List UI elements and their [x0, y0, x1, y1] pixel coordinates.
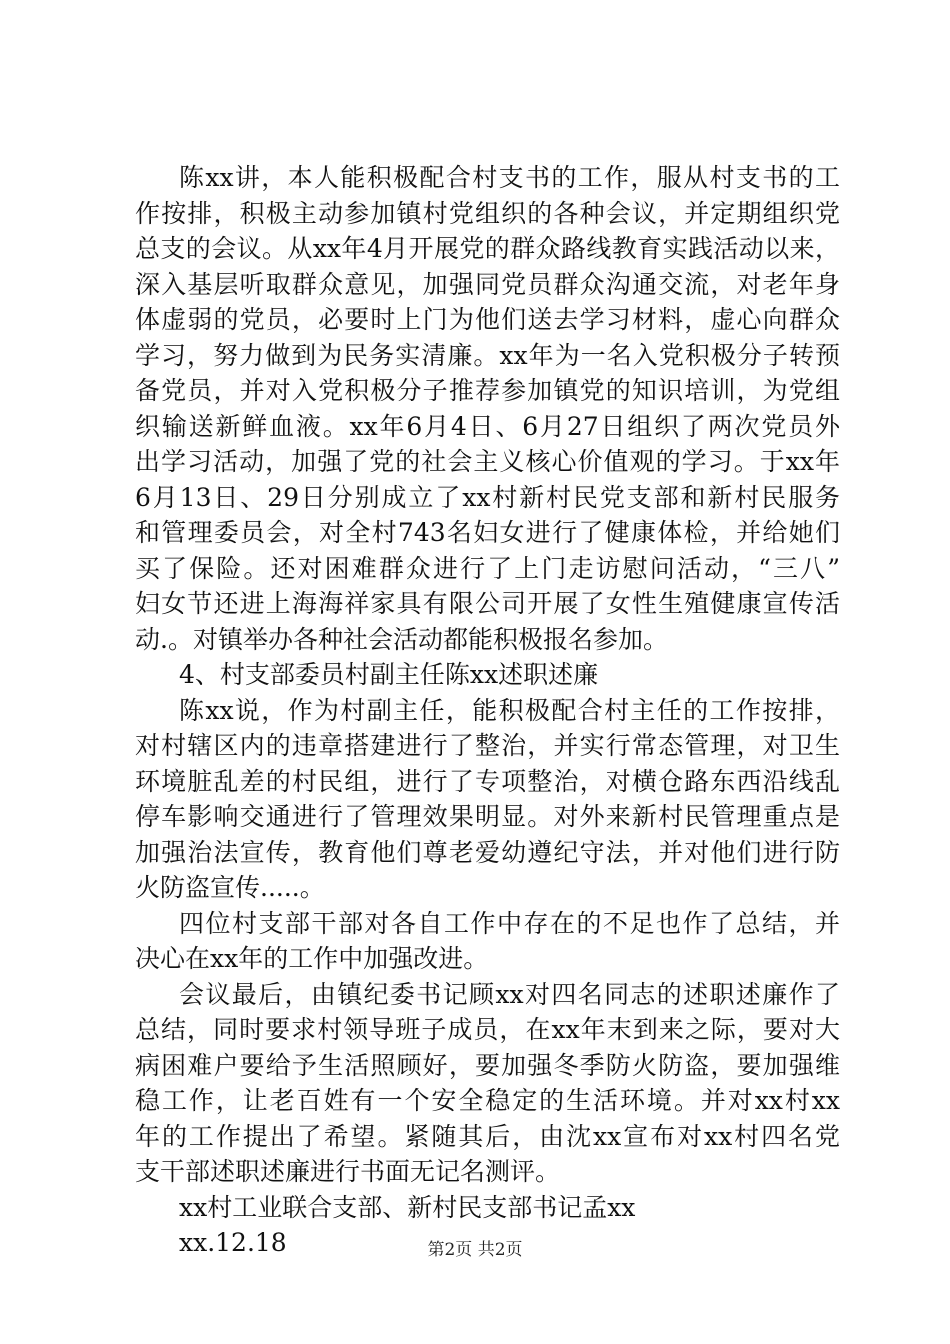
paragraph-line: 总支的会议。从xx年4月开展党的群众路线教育实践活动以来，: [135, 234, 840, 263]
paragraph-line: 四位村支部干部对各自工作中存在的不足也作了总结，并: [179, 908, 840, 938]
paragraph-line: 妇女节还进上海海祥家具有限公司开展了女性生殖健康宣传活: [135, 589, 840, 618]
paragraph-line: 出学习活动，加强了党的社会主义核心价值观的学习。于xx年: [135, 447, 840, 476]
paragraph-line: 病困难户要给予生活照顾好，要加强冬季防火防盗，要加强维: [135, 1050, 840, 1080]
paragraph-line: 作按排，积极主动参加镇村党组织的各种会议，并定期组织党: [135, 198, 840, 228]
paragraph-line: 动.。对镇举办各种社会活动都能积极报名参加。: [135, 624, 668, 654]
paragraph-line: 学习，努力做到为民务实清廉。xx年为一名入党积极分子转预: [135, 340, 840, 370]
paragraph-line: 支干部述职述廉进行书面无记名测评。: [135, 1157, 561, 1186]
paragraph-line: 织输送新鲜血液。xx年6月4日、6月27日组织了两次党员外: [135, 411, 840, 441]
signature-line: xx村工业联合支部、新村民支部书记孟xx: [179, 1192, 636, 1222]
paragraph-line: 加强治法宣传，教育他们尊老爱幼遵纪守法，并对他们进行防: [135, 837, 840, 867]
paragraph-line: 陈xx说，作为村副主任，能积极配合村主任的工作按排，: [179, 695, 840, 725]
paragraph-line: 深入基层听取群众意见，加强同党员群众沟通交流，对老年身: [135, 269, 840, 299]
paragraph-line: 会议最后，由镇纪委书记顾xx对四名同志的述职述廉作了: [179, 979, 840, 1009]
document-body: [135, 160, 840, 1261]
page-footer: 第2页 共2页: [427, 1240, 523, 1260]
paragraph-line: 总结，同时要求村领导班子成员，在xx年末到来之际，要对大: [135, 1015, 840, 1044]
paragraph-line: 6月13日、29日分别成立了xx村新村民党支部和新村民服务: [135, 482, 840, 512]
paragraph-line: 年的工作提出了希望。紧随其后，由沈xx宣布对xx村四名党: [135, 1121, 840, 1151]
paragraph-line: 体虚弱的党员，必要时上门为他们送去学习材料，虚心向群众: [135, 305, 840, 334]
paragraph-line: 陈xx讲，本人能积极配合村支书的工作，服从村支书的工: [179, 163, 840, 192]
paragraph-line: 备党员，并对入党积极分子推荐参加镇党的知识培训，为党组: [135, 376, 840, 405]
paragraph-line: 和管理委员会，对全村743名妇女进行了健康体检，并给她们: [135, 518, 840, 547]
paragraph-line: 停车影响交通进行了管理效果明显。对外来新村民管理重点是: [135, 802, 840, 831]
paragraph-line: 火防盗宣传.....。: [135, 873, 325, 902]
paragraph-line: 决心在xx年的工作中加强改进。: [135, 944, 489, 973]
paragraph-line: 买了保险。还对困难群众进行了上门走访慰问活动，“三八”: [135, 553, 840, 583]
section-heading: 4、村支部委员村副主任陈xx述职述廉: [179, 660, 599, 689]
paragraph-line: 环境脏乱差的村民组，进行了专项整治，对横仓路东西沿线乱: [135, 766, 840, 796]
date-line: xx.12.18: [179, 1228, 287, 1257]
paragraph-line: 对村辖区内的违章搭建进行了整治，并实行常态管理，对卫生: [135, 731, 840, 760]
paragraph-line: 稳工作，让老百姓有一个安全稳定的生活环境。并对xx村xx: [135, 1086, 840, 1115]
